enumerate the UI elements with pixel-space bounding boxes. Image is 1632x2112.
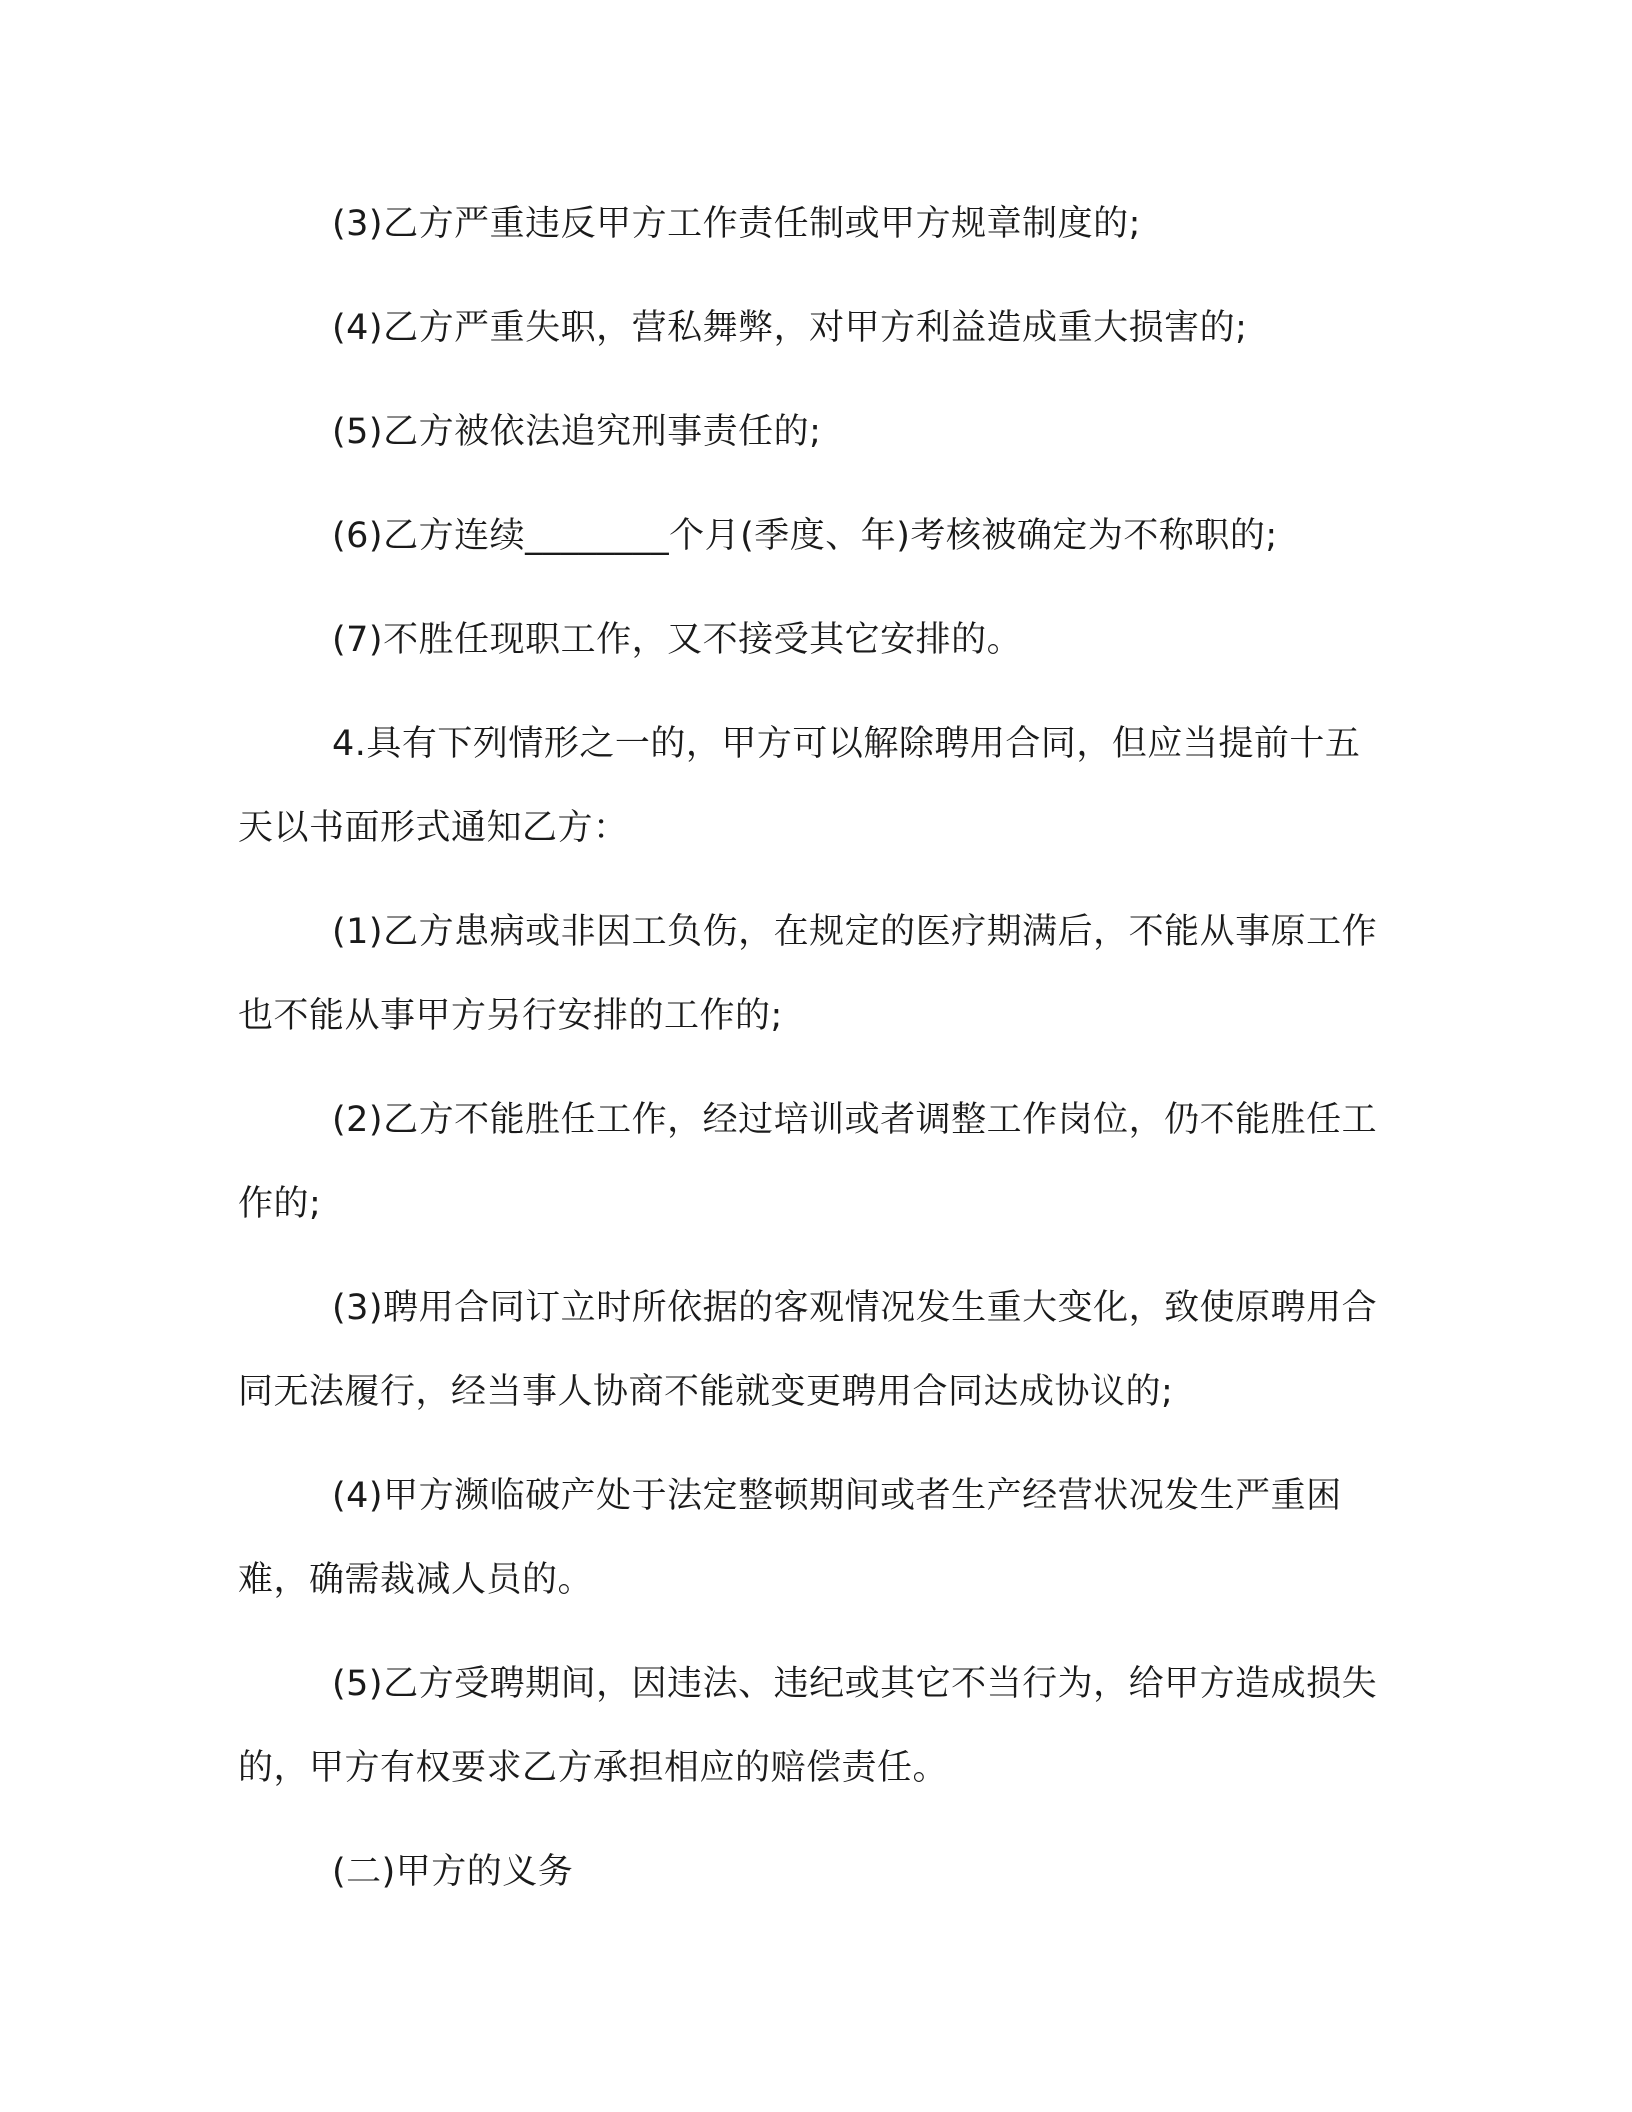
- clause-6-unqualified-assessment: (6)乙方连续________个月(季度、年)考核被确定为不称职的;: [332, 516, 1278, 556]
- sub-clause-4-bankruptcy: (4)甲方濒临破产处于法定整顿期间或者生产经营状况发生严重困难，确需裁减人员的。: [238, 1476, 1342, 1600]
- sub-clause-5-compensation: (5)乙方受聘期间，因违法、违纪或其它不当行为，给甲方造成损失的，甲方有权要求乙方承担相应的赔偿责任。: [238, 1664, 1378, 1788]
- clause-4-dereliction: (4)乙方严重失职，营私舞弊，对甲方利益造成重大损害的;: [332, 308, 1248, 348]
- section-4-termination-notice: 4.具有下列情形之一的，甲方可以解除聘用合同，但应当提前十五天以书面形式通知乙方：: [238, 724, 1361, 848]
- document-body: [238, 182, 1388, 1934]
- clause-3-serious-violation: (3)乙方严重违反甲方工作责任制或甲方规章制度的;: [332, 204, 1141, 244]
- clause-7-not-competent: (7)不胜任现职工作，又不接受其它安排的。: [332, 620, 1023, 660]
- sub-clause-1-illness: (1)乙方患病或非因工负伤，在规定的医疗期满后，不能从事原工作也不能从事甲方另行安排的工作的;: [238, 912, 1378, 1036]
- clause-5-criminal-liability: (5)乙方被依法追究刑事责任的;: [332, 412, 822, 452]
- section-heading-obligations: (二)甲方的义务: [332, 1852, 574, 1892]
- sub-clause-2-incompetence: (2)乙方不能胜任工作，经过培训或者调整工作岗位，仍不能胜任工作的;: [238, 1100, 1378, 1224]
- sub-clause-3-circumstance-change: (3)聘用合同订立时所依据的客观情况发生重大变化，致使原聘用合同无法履行，经当事人协商不能就变更聘用合同达成协议的;: [238, 1288, 1378, 1412]
